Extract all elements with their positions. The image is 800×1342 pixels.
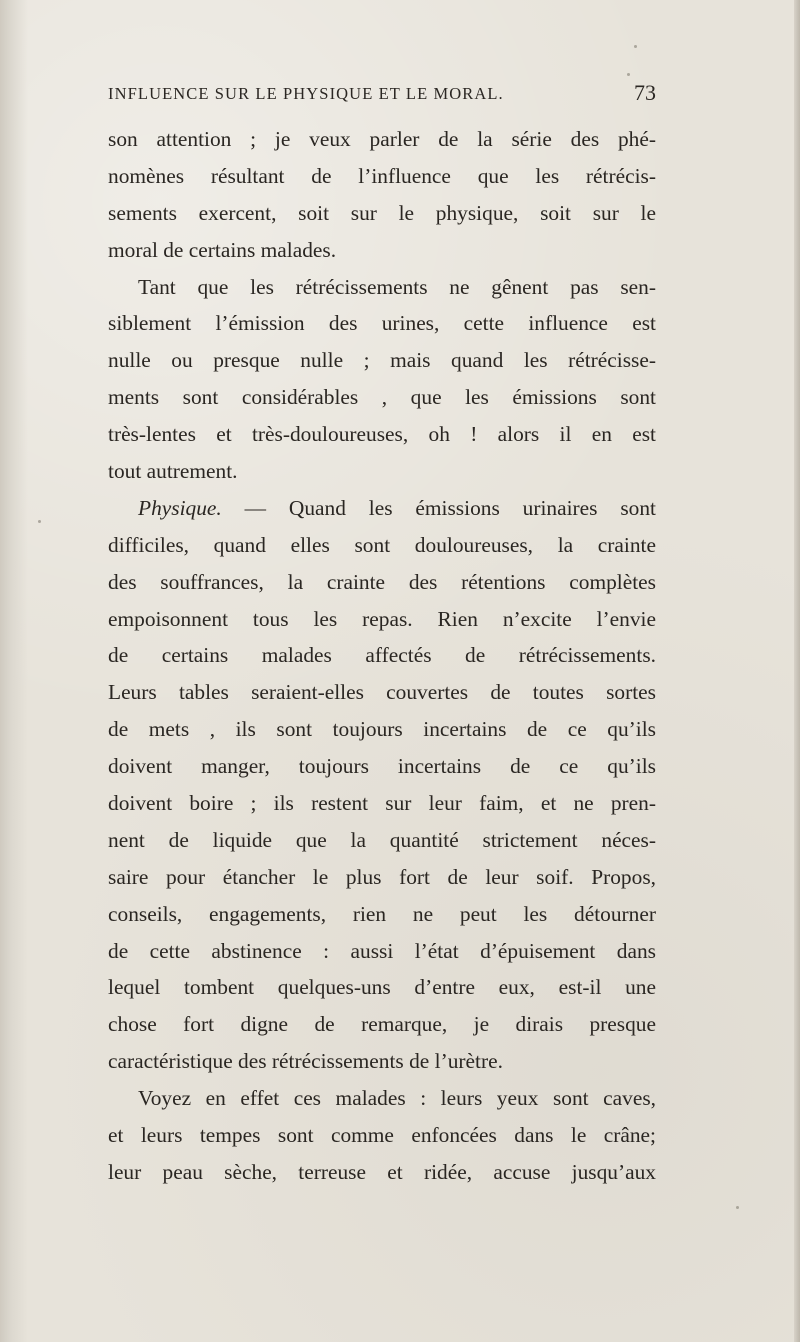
text-line-27: Voyez en effet ces malades : leurs yeux sont caves, (138, 1086, 656, 1111)
text-line-22: conseils, engagements, rien ne peut les détourner (108, 901, 656, 926)
text-line-3: sements exercent, soit sur le physique, soit sur le (108, 200, 656, 225)
text-line-19: doivent boire ; ils restent sur leur faim, et ne pren- (108, 791, 656, 816)
text-line-24: lequel tombent quelques-uns d’entre eux, est-il une (108, 975, 656, 1000)
paper-speck (736, 1206, 739, 1209)
text-line-16: Leurs tables seraient-elles couvertes de toutes sortes (108, 680, 656, 705)
text-line-26: caractéristique des rétrécissements de l’urètre. (108, 1049, 503, 1074)
binding-shadow (0, 0, 28, 1342)
physique-label: Physique. (138, 495, 222, 520)
text-line-2: nomènes résultant de l’influence que les rétrécis- (108, 163, 656, 188)
text-line-5: Tant que les rétrécissements ne gênent pas sen- (138, 274, 656, 299)
text-line-7: nulle ou presque nulle ; mais quand les rétrécisse- (108, 348, 656, 373)
physique-line-text: — Quand les émissions urinaires sont (244, 495, 657, 520)
text-line-17: de mets , ils sont toujours incertains de ce qu’ils (108, 717, 656, 742)
text-line-11 (108, 490, 656, 527)
paper-speck (634, 45, 637, 48)
text-line-1: son attention ; je veux parler de la série des phé- (108, 127, 656, 151)
text-line-9: très-lentes et très-douloureuses, oh ! alors il en est (108, 422, 656, 447)
text-line-15: de certains malades affectés de rétrécissements. (108, 643, 656, 668)
text-line-12: difficiles, quand elles sont douloureuses, la crainte (108, 532, 656, 557)
page-header (108, 80, 656, 112)
text-line-10: tout autrement. (108, 459, 238, 484)
text-line-18: doivent manger, toujours incertains de ce qu’ils (108, 754, 656, 779)
text-line-4: moral de certains malades. (108, 237, 337, 262)
page-number: 73 (634, 80, 656, 105)
text-line-28: et leurs tempes sont comme enfoncées dans le crâne; (108, 1123, 656, 1148)
text-line-21: saire pour étancher le plus fort de leur soif. Propos, (108, 864, 656, 889)
text-line-23: de cette abstinence : aussi l’état d’épuisement dans (108, 938, 656, 963)
text-line-8: ments sont considérables , que les émissions sont (108, 385, 656, 410)
text-line-20: nent de liquide que la quantité strictement néces- (108, 827, 656, 852)
page-edge (794, 0, 800, 1342)
paper-speck (38, 520, 41, 523)
text-line-6: siblement l’émission des urines, cette influence est (108, 311, 656, 336)
text-line-13: des souffrances, la crainte des rétentions complètes (108, 569, 656, 594)
text-line-25: chose fort digne de remarque, je dirais presque (108, 1012, 656, 1037)
paper-speck (627, 73, 630, 76)
text-line-14: empoisonnent tous les repas. Rien n’excite l’envie (108, 606, 656, 631)
text-line-29: leur peau sèche, terreuse et ridée, accuse jusqu’aux (108, 1159, 656, 1184)
running-title: INFLUENCE SUR LE PHYSIQUE ET LE MORAL. (108, 84, 504, 103)
body-text (108, 121, 656, 1191)
